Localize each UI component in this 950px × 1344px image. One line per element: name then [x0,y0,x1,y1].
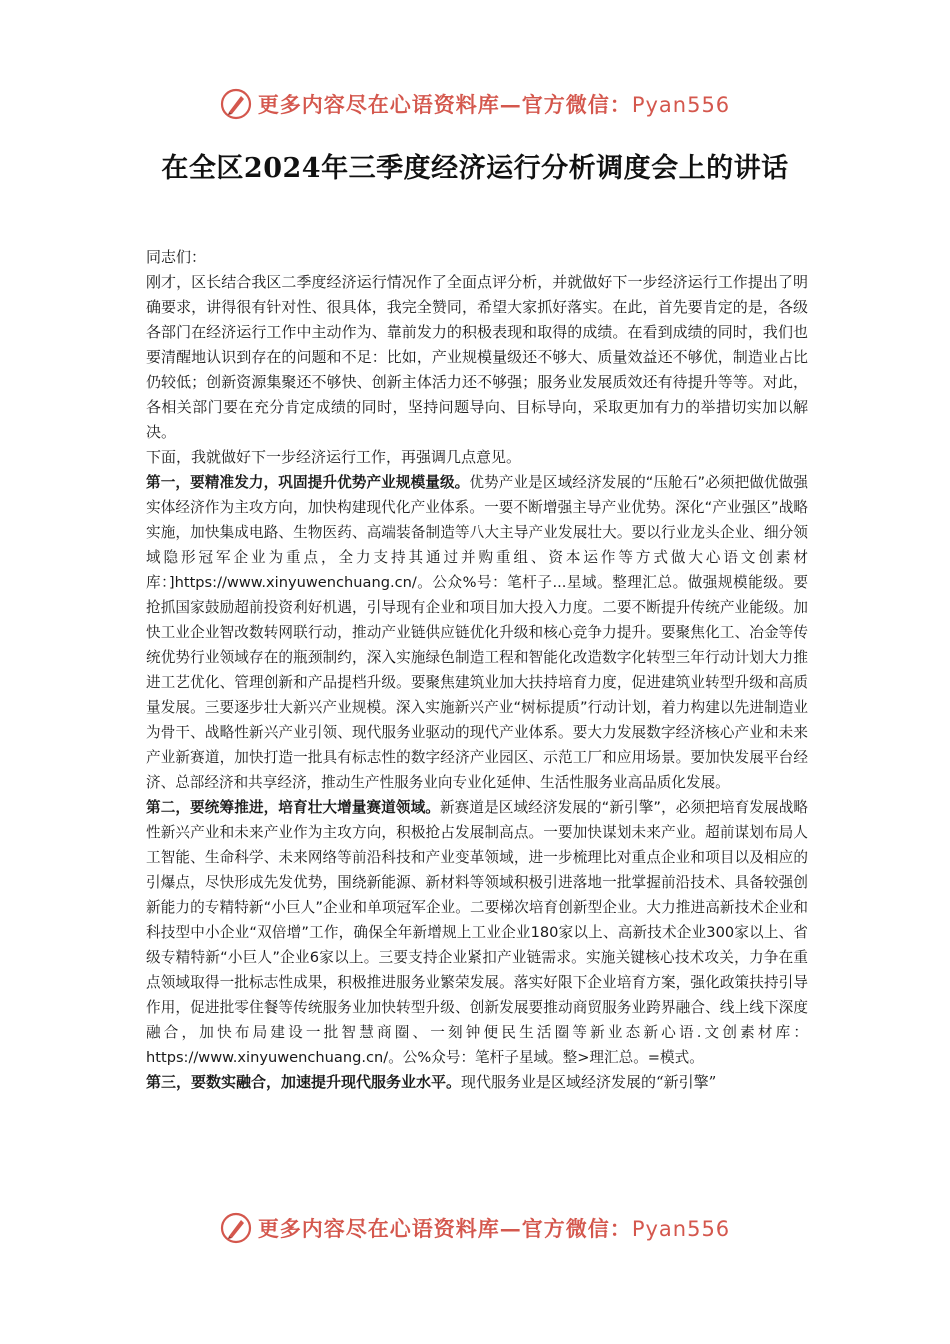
page-title: 在全区2024年三季度经济运行分析调度会上的讲话 [161,153,789,184]
pen-logo-icon [220,1212,252,1244]
section-1 [146,470,808,795]
intro-paragraph: 刚才，区长结合我区二季度经济运行情况作了全面点评分析，并就做好下一步经济运行工作提出了明确要求，讲得很有针对性、很具体，我完全赞同，希望大家抓好落实。在此，首先要肯定的是，各级各部门在经济运行工作中主动作为、靠前发力的积极表现和取得的成绩。在看到成绩的同时，我们也要清醒地认识到存在的问题和不足：比如，产业规模量级还不够大、质量效益还不够优，制造业占比仍较低；创新资源集聚还不够快、创新主体活力还不够强；服务业发展质效还有待提升等等。对此，各相关部门要在充分肯定成绩的同时，坚持问题导向、目标导向，采取更加有力的举措切实加以解决。 [146,273,808,441]
document-body [146,245,808,1095]
banner-prefix: 更多内容尽在心语资料库—官方微信： [257,92,632,117]
section-2-text: 新赛道是区域经济发展的“新引擎”，必须把培育发展战略性新兴产业和未来产业作为主攻方向，积极抢占发展制高点。一要加快谋划未来产业。超前谋划布局人工智能、生命科学、未来网络等前沿科技和产业变革领域，进一步梳理比对重点企业和项目以及相应的引爆点，尽快形成先发优势，围绕新能源、新材料等领域积极引进落地一批掌握前沿技术、具备较强创新能力的专精特新“小巨人”企业和单项冠军企业。二要梯次培育创新型企业。大力推进高新技术企业和科技型中小企业“双倍增”工作，确保全年新增规上工业企业180家以上、高新技术企业300家以上、省级专精特新“小巨人”企业6家以上。三要支持企业紧扣产业链需求。实施关键核心技术攻关，力争在重点领域取得一批标志性成果，积极推进服务业繁荣发展。落实好限下企业培育方案，强化政策扶持引导作用，促进批零住餐等传统服务业加快转型升级、创新发展要推动商贸服务业跨界融合、线上线下深度融合，加快布局建设一批智慧商圈、一刻钟便民生活圈等新业态新心语.文创素材库：https://www.xinyuwenchuang.cn/。公%众号：笔杆子星域。整>理汇总。=模式。 [146,799,808,1066]
section-2 [146,795,808,1070]
footer-banner [0,1208,950,1248]
section-3-text: 现代服务业是区域经济发展的“新引擎” [461,1073,717,1091]
banner-text [258,1213,730,1243]
section-2-lead: 第二，要统筹推进，培育壮大增量赛道领域。 [146,799,440,816]
transition-sentence: 下面，我就做好下一步经济运行工作，再强调几点意见。 [146,448,522,466]
section-3 [146,1070,808,1095]
section-1-text: 优势产业是区域经济发展的“压舱石”必须把做优做强实体经济作为主攻方向，加快构建现代化产业体系。一要不断增强主导产业优势。深化“产业强区”战略实施，加快集成电路、生物医药、高端装备制造等八大主导产业发展壮大。要以行业龙头企业、细分领域隐形冠军企业为重点，全力支持其通过并购重组、资本运作等方式做大心语文创素材库：]https://www.xinyuwenchuang.cn/。公众%号：笔杆子...星域。整理汇总。做强规模能级。要抢抓国家鼓励超前投资利好机遇，引导现有企业和项目加大投入力度。二要不断提升传统产业能级。加快工业企业智改数转网联行动，推动产业链供应链优化升级和核心竞争力提升。要聚焦化工、冶金等传统优势行业领域存在的瓶颈制约，深入实施绿色制造工程和智能化改造数字化转型三年行动计划大力推进工艺优化、管理创新和产品提档升级。要聚焦建筑业加大扶持培育力度，促进建筑业转型升级和高质量发展。三要逐步壮大新兴产业规模。深入实施新兴产业“树标提质”行动计划，着力构建以先进制造业为骨干、战略性新兴产业引领、现代服务业驱动的现代产业体系。要大力发展数字经济核心产业和未来产业新赛道，加快打造一批具有标志性的数字经济产业园区、示范工厂和应用场景。要加快发展平台经济、总部经济和共享经济，推动生产性服务业向专业化延伸、生活性服务业高品质化发展。 [146,474,808,791]
banner-wechat-id: Pyan556 [631,1217,731,1241]
banner-wechat-id: Pyan556 [631,93,731,117]
section-1-lead: 第一，要精准发力，巩固提升优势产业规模量级。 [146,474,470,491]
header-banner [0,84,950,124]
banner-text [258,89,730,119]
banner-prefix: 更多内容尽在心语资料库—官方微信： [257,1216,632,1241]
greeting: 同志们： [146,248,207,266]
pen-logo-icon [220,88,252,120]
section-3-lead: 第三，要数实融合，加速提升现代服务业水平。 [146,1073,462,1091]
